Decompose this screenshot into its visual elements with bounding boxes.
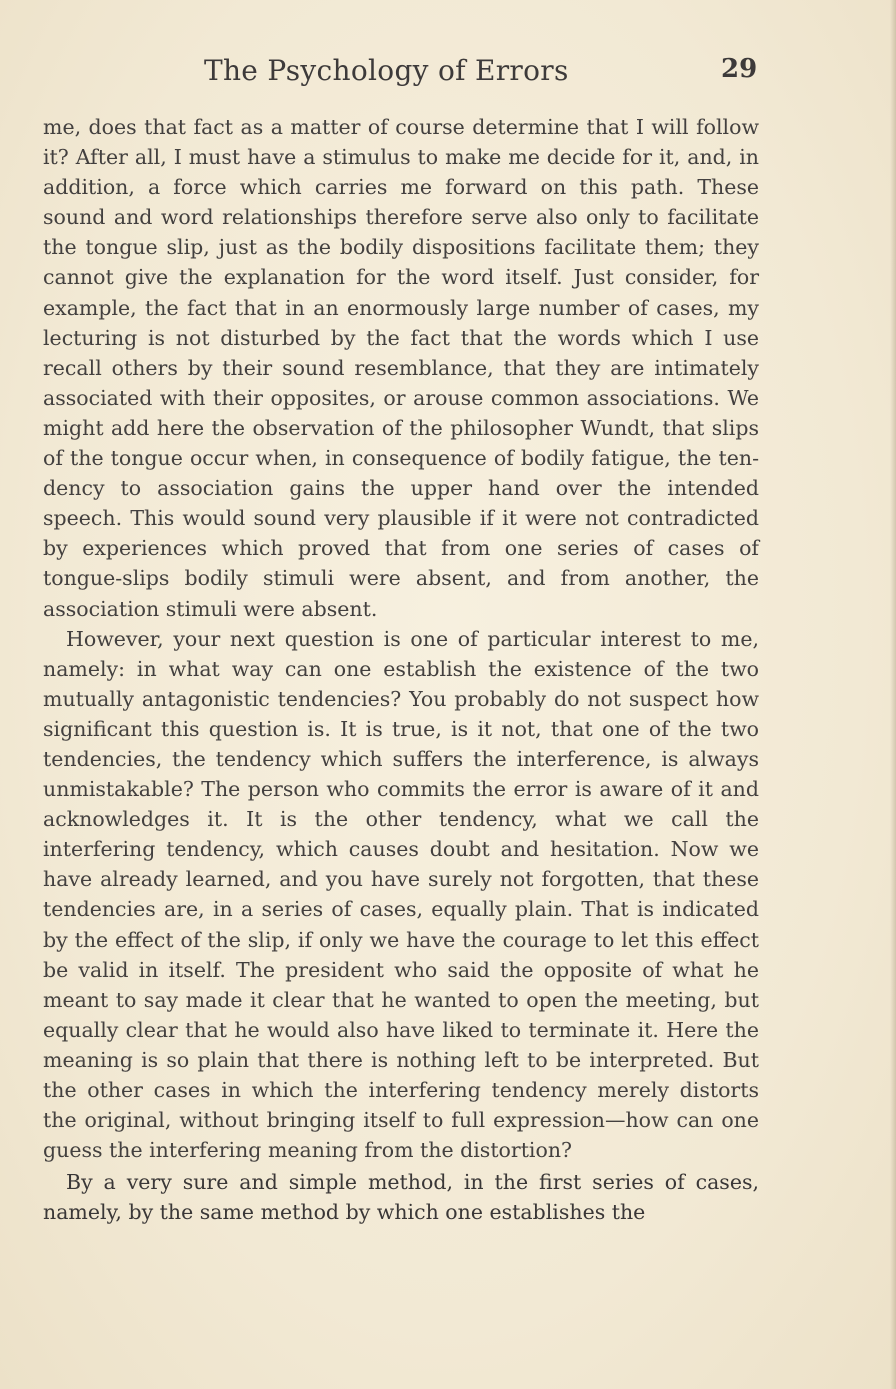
running-head — [0, 52, 896, 92]
paragraph-method: By a very sure and simple method, in the first series of cases, namely, by the same method by which one establishes the — [43, 1170, 759, 1225]
paragraph-continued: me, does that fact as a matter of course determine that I will follow it? After all, I must have a stimulus to make me decide for it, and, in addition, a force which carries me forward on this path. These sound and word relationships therefore serve also only to facilitate the tongue slip, just as the bodily dispositions facilitate them; they cannot give the explanation for the word itself. Just consider, for example, the fact that in an enormously large number of cases, my lecturing is not disturbed by the fact that the words which I use recall others by their sound resemblance, that they are intimately associated with their opposites, or arouse common associations. We might add here the observation of the philosopher Wundt, that slips of the tongue occur when, in consequence of bodily fatigue, the tendency to association gains the upper hand over the intended speech. This would sound very plausible if it were not contradicted by experiences which proved that from one series of cases of tongue-slips bodily stimuli were absent, and from another, the association stimuli were absent. — [43, 115, 759, 621]
running-title: The Psychology of Errors — [204, 54, 569, 87]
page-number: 29 — [721, 54, 758, 84]
page-edge-shadow — [890, 0, 896, 1389]
body-text — [43, 112, 759, 1227]
paragraph-antagonistic-tendencies: However, your next question is one of particular interest to me, namely: in what way can one establish the existence of the two mutually antagonistic tendencies? You probably do not suspect how significant this question is. It is true, is it not, that one of the two tendencies, the tendency which suffers the interference, is always unmistakable? The person who commits the error is aware of it and acknowledges it. It is the other tendency, what we call the interfering tendency, which causes doubt and hesitation. Now we have already learned, and you have surely not forgotten, that these tendencies are, in a series of cases, equally plain. That is indicated by the effect of the slip, if only we have the courage to let this effect be valid in itself. The president who said the opposite of what he meant to say made it clear that he wanted to open the meeting, but equally clear that he would also have liked to terminate it. Here the meaning is so plain that there is nothing left to be interpreted. But the other cases in which the interfering tendency merely distorts the original, without bringing itself to full expression—how can one guess the interfering meaning from the distortion? — [43, 626, 759, 1163]
